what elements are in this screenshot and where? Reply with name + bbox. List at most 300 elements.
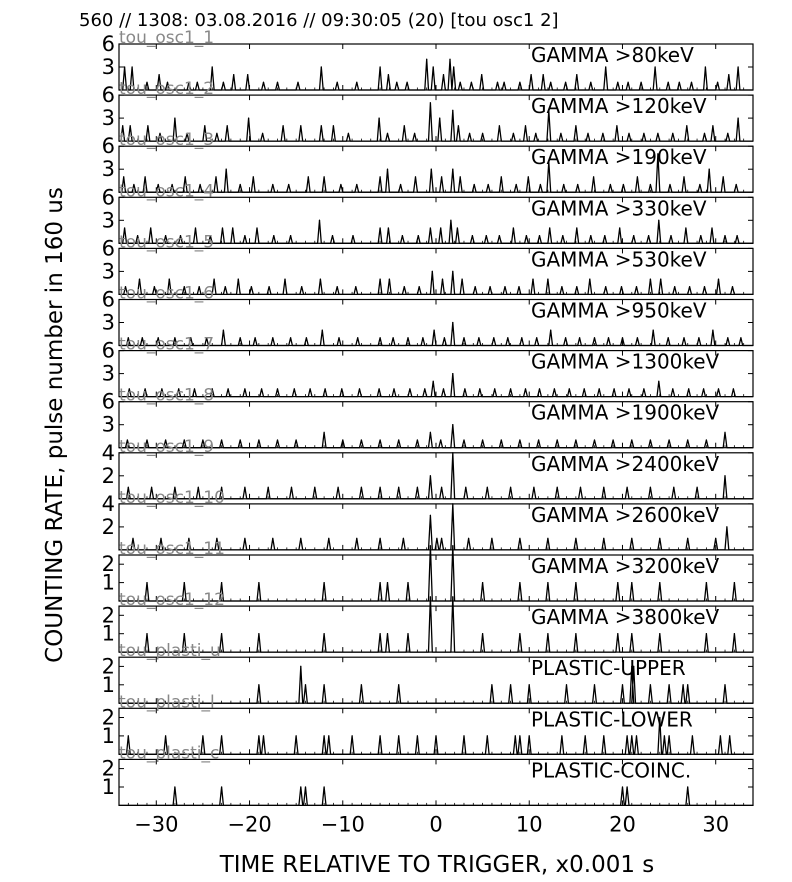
data-point <box>650 279 651 280</box>
data-point <box>263 735 264 736</box>
data-point <box>452 322 453 323</box>
panel-label: GAMMA >950keV <box>531 298 707 323</box>
y-tick-label: 2 <box>101 654 115 679</box>
y-tick-label: 3 <box>101 412 115 437</box>
data-point <box>547 279 548 280</box>
data-point <box>268 487 269 488</box>
data-point <box>452 110 453 111</box>
data-point <box>650 684 651 685</box>
data-point <box>263 82 264 83</box>
data-point <box>221 735 222 736</box>
data-point <box>664 735 665 736</box>
data-point <box>258 735 259 736</box>
data-point <box>468 538 469 539</box>
data-point <box>608 337 609 338</box>
data-point <box>631 582 632 583</box>
data-point <box>521 337 522 338</box>
data-point <box>616 125 617 126</box>
data-point <box>557 487 558 488</box>
data-point <box>575 125 576 126</box>
data-point <box>432 271 433 272</box>
data-point <box>248 118 249 119</box>
data-point <box>452 503 453 504</box>
data-point <box>240 337 241 338</box>
data-point <box>355 286 356 287</box>
y-tick-label: 3 <box>101 55 115 79</box>
data-point <box>256 227 257 228</box>
data-point <box>215 176 216 177</box>
data-point <box>650 439 651 440</box>
data-point <box>221 633 222 634</box>
data-point <box>452 452 453 453</box>
data-point <box>501 176 502 177</box>
data-point <box>614 388 615 389</box>
data-point <box>132 66 133 67</box>
y-tick-label: 6 <box>101 32 115 56</box>
data-point <box>322 330 323 331</box>
data-point <box>575 633 576 634</box>
data-point <box>145 176 146 177</box>
data-point <box>433 381 434 382</box>
y-tick-label: 6 <box>101 185 115 210</box>
data-point <box>577 184 578 185</box>
data-point <box>540 184 541 185</box>
data-point <box>686 125 687 126</box>
data-point <box>465 487 466 488</box>
data-point <box>613 439 614 440</box>
data-point <box>387 582 388 583</box>
data-point <box>150 227 151 228</box>
data-point <box>482 439 483 440</box>
data-point <box>291 487 292 488</box>
data-point <box>393 388 394 389</box>
data-point <box>300 125 301 126</box>
data-point <box>617 582 618 583</box>
data-point <box>436 538 437 539</box>
data-point <box>146 582 147 583</box>
data-point <box>300 538 301 539</box>
data-point <box>174 118 175 119</box>
data-point <box>324 582 325 583</box>
data-point <box>146 633 147 634</box>
data-point <box>238 279 239 280</box>
data-point <box>617 82 618 83</box>
data-point <box>515 735 516 736</box>
data-point <box>387 633 388 634</box>
data-point <box>388 74 389 75</box>
x-tick-label: 30 <box>702 812 730 837</box>
data-point <box>668 82 669 83</box>
data-point <box>352 735 353 736</box>
data-point <box>657 133 658 134</box>
data-point <box>404 125 405 126</box>
data-point <box>452 271 453 272</box>
data-point <box>430 596 431 597</box>
data-point <box>648 235 649 236</box>
data-point <box>174 786 175 787</box>
data-point <box>228 388 229 389</box>
data-point <box>422 337 423 338</box>
panel-label: PLASTIC-COINC. <box>531 758 692 783</box>
data-point <box>733 388 734 389</box>
series-trace <box>119 323 753 346</box>
y-tick-label: 4 <box>101 440 115 465</box>
data-point <box>538 439 539 440</box>
data-point <box>603 487 604 488</box>
data-point <box>728 74 729 75</box>
y-tick-label: 3 <box>101 259 115 284</box>
data-point <box>462 279 463 280</box>
data-point <box>337 286 338 287</box>
data-point <box>232 227 233 228</box>
data-point <box>653 330 654 331</box>
data-point <box>380 227 381 228</box>
data-point <box>488 184 489 185</box>
data-point <box>482 633 483 634</box>
data-point <box>469 133 470 134</box>
data-point <box>440 227 441 228</box>
data-point <box>426 59 427 60</box>
data-point <box>418 235 419 236</box>
data-point <box>342 439 343 440</box>
data-point <box>669 735 670 736</box>
data-point <box>726 526 727 527</box>
data-point <box>441 538 442 539</box>
data-point <box>443 388 444 389</box>
data-point <box>223 330 224 331</box>
data-point <box>528 176 529 177</box>
data-point <box>622 684 623 685</box>
data-point <box>636 735 637 736</box>
channel-label: tou_osc1_6 <box>119 283 215 304</box>
data-point <box>296 439 297 440</box>
data-point <box>380 337 381 338</box>
data-point <box>659 538 660 539</box>
data-point <box>463 735 464 736</box>
data-point <box>617 633 618 634</box>
x-tick-label: −30 <box>134 812 179 837</box>
data-point <box>519 582 520 583</box>
data-point <box>736 184 737 185</box>
data-point <box>562 235 563 236</box>
panel-label: GAMMA >190keV <box>531 145 707 170</box>
data-point <box>487 487 488 488</box>
data-point <box>699 184 700 185</box>
data-point <box>324 432 325 433</box>
data-point <box>139 279 140 280</box>
data-point <box>692 735 693 736</box>
data-point <box>449 59 450 60</box>
data-point <box>123 176 124 177</box>
data-point <box>636 286 637 287</box>
data-point <box>724 684 725 685</box>
channel-label: tou_osc1_7 <box>119 334 215 355</box>
data-point <box>683 337 684 338</box>
data-point <box>566 684 567 685</box>
data-point <box>222 227 223 228</box>
data-point <box>685 227 686 228</box>
data-point <box>669 439 670 440</box>
data-point <box>340 184 341 185</box>
data-point <box>297 82 298 83</box>
data-point <box>637 176 638 177</box>
data-point <box>679 82 680 83</box>
y-tick-label: 2 <box>101 603 115 628</box>
data-point <box>718 279 719 280</box>
data-point <box>660 279 661 280</box>
data-point <box>361 684 362 685</box>
data-point <box>519 439 520 440</box>
data-point <box>599 388 600 389</box>
data-point <box>324 735 325 736</box>
data-point <box>590 82 591 83</box>
data-point <box>587 133 588 134</box>
data-point <box>402 235 403 236</box>
data-point <box>430 515 431 516</box>
data-point <box>393 337 394 338</box>
data-point <box>691 82 692 83</box>
panel-label: GAMMA >1300keV <box>531 349 720 374</box>
data-point <box>294 388 295 389</box>
data-point <box>623 184 624 185</box>
data-point <box>650 487 651 488</box>
data-point <box>547 582 548 583</box>
data-point <box>563 184 564 185</box>
x-tick-label: −10 <box>320 812 365 837</box>
data-point <box>711 227 712 228</box>
x-tick-label: 0 <box>429 812 443 837</box>
data-point <box>535 133 536 134</box>
x-axis <box>134 812 729 836</box>
data-point <box>478 337 479 338</box>
data-point <box>398 487 399 488</box>
data-point <box>184 633 185 634</box>
y-tick-label: 2 <box>101 514 115 539</box>
data-point <box>529 684 530 685</box>
data-point <box>130 125 131 126</box>
data-point <box>380 538 381 539</box>
data-point <box>724 432 725 433</box>
channel-label: tou_osc1_1 <box>119 28 215 48</box>
data-point <box>404 286 405 287</box>
data-point <box>414 133 415 134</box>
data-point <box>379 388 380 389</box>
data-point <box>732 286 733 287</box>
panel-label: GAMMA >120keV <box>531 94 707 119</box>
data-point <box>333 125 334 126</box>
channel-label: tou_osc1_4 <box>119 181 215 202</box>
data-point <box>244 235 245 236</box>
data-point <box>539 235 540 236</box>
y-tick-label: 2 <box>101 756 115 781</box>
data-point <box>398 684 399 685</box>
data-point <box>688 388 689 389</box>
y-tick-label: 6 <box>101 83 115 108</box>
data-point <box>683 684 684 685</box>
data-point <box>628 82 629 83</box>
panel-label: GAMMA >3200keV <box>531 554 720 578</box>
data-point <box>627 487 628 488</box>
data-point <box>288 184 289 185</box>
data-point <box>272 184 273 185</box>
data-point <box>284 279 285 280</box>
data-point <box>529 735 530 736</box>
data-point <box>491 684 492 685</box>
data-point <box>576 227 577 228</box>
data-point <box>380 279 381 280</box>
data-point <box>499 125 500 126</box>
data-point <box>463 439 464 440</box>
channel-label: tou_plasti_l <box>119 692 215 713</box>
data-point <box>417 735 418 736</box>
data-point <box>705 66 706 67</box>
data-point <box>689 286 690 287</box>
data-point <box>324 684 325 685</box>
y-tick-label: 2 <box>101 705 115 730</box>
data-point <box>589 279 590 280</box>
panel-label: GAMMA >330keV <box>531 196 707 221</box>
data-point <box>490 286 491 287</box>
data-point <box>734 582 735 583</box>
data-point <box>643 133 644 134</box>
data-point <box>417 487 418 488</box>
data-point <box>359 388 360 389</box>
data-point <box>594 684 595 685</box>
data-point <box>565 337 566 338</box>
panel-label: PLASTIC-LOWER <box>531 707 693 732</box>
data-point <box>633 235 634 236</box>
data-point <box>706 439 707 440</box>
data-point <box>604 235 605 236</box>
data-point <box>328 538 329 539</box>
data-point <box>341 388 342 389</box>
data-point <box>594 337 595 338</box>
data-point <box>458 125 459 126</box>
data-point <box>740 337 741 338</box>
data-point <box>539 388 540 389</box>
data-point <box>687 439 688 440</box>
data-point <box>550 82 551 83</box>
data-point <box>561 286 562 287</box>
data-point <box>305 786 306 787</box>
data-point <box>602 133 603 134</box>
data-point <box>442 279 443 280</box>
data-point <box>547 633 548 634</box>
data-point <box>463 337 464 338</box>
data-point <box>709 169 710 170</box>
data-point <box>430 432 431 433</box>
data-point <box>547 538 548 539</box>
data-point <box>631 538 632 539</box>
data-point <box>472 235 473 236</box>
data-point <box>221 786 222 787</box>
data-point <box>697 487 698 488</box>
data-point <box>584 388 585 389</box>
data-point <box>283 125 284 126</box>
data-point <box>628 388 629 389</box>
data-point <box>122 125 123 126</box>
data-point <box>407 337 408 338</box>
data-point <box>269 286 270 287</box>
data-point <box>320 279 321 280</box>
data-point <box>398 735 399 736</box>
data-point <box>290 337 291 338</box>
data-point <box>585 735 586 736</box>
data-point <box>536 337 537 338</box>
data-point <box>251 286 252 287</box>
data-point <box>128 735 129 736</box>
data-point <box>430 227 431 228</box>
data-point <box>687 684 688 685</box>
data-point <box>407 82 408 83</box>
data-point <box>516 184 517 185</box>
data-point <box>554 388 555 389</box>
data-point <box>717 82 718 83</box>
y-tick-label: 3 <box>101 208 115 233</box>
data-point <box>561 735 562 736</box>
data-point <box>212 66 213 67</box>
data-point <box>434 330 435 331</box>
data-point <box>532 279 533 280</box>
data-point <box>321 125 322 126</box>
data-point <box>398 439 399 440</box>
data-point <box>380 439 381 440</box>
data-point <box>687 786 688 787</box>
data-point <box>184 582 185 583</box>
data-point <box>727 133 728 134</box>
data-point <box>435 735 436 736</box>
data-point <box>631 439 632 440</box>
data-point <box>387 169 388 170</box>
data-point <box>590 235 591 236</box>
data-point <box>659 582 660 583</box>
data-point <box>513 133 514 134</box>
data-point <box>314 487 315 488</box>
data-point <box>439 118 440 119</box>
data-point <box>727 337 728 338</box>
data-point <box>464 388 465 389</box>
data-point <box>738 118 739 119</box>
data-point <box>579 337 580 338</box>
data-point <box>658 381 659 382</box>
channel-label: tou_osc1_8 <box>119 385 215 406</box>
data-point <box>409 388 410 389</box>
data-point <box>575 582 576 583</box>
data-point <box>471 82 472 83</box>
data-point <box>482 582 483 583</box>
data-point <box>513 227 514 228</box>
data-point <box>407 582 408 583</box>
data-point <box>273 235 274 236</box>
y-tick-label: 6 <box>101 134 115 159</box>
data-point <box>216 133 217 134</box>
channel-label: tou_osc1_11 <box>119 539 225 559</box>
data-point <box>430 102 431 103</box>
channel-label: tou_osc1_5 <box>119 232 215 253</box>
data-point <box>724 235 725 236</box>
data-point <box>324 786 325 787</box>
data-point <box>440 439 441 440</box>
data-point <box>712 125 713 126</box>
data-point <box>643 388 644 389</box>
data-point <box>683 176 684 177</box>
data-point <box>124 66 125 67</box>
data-point <box>300 786 301 787</box>
data-point <box>715 538 716 539</box>
y-tick-label: 3 <box>101 106 115 131</box>
data-point <box>712 330 713 331</box>
data-point <box>494 388 495 389</box>
